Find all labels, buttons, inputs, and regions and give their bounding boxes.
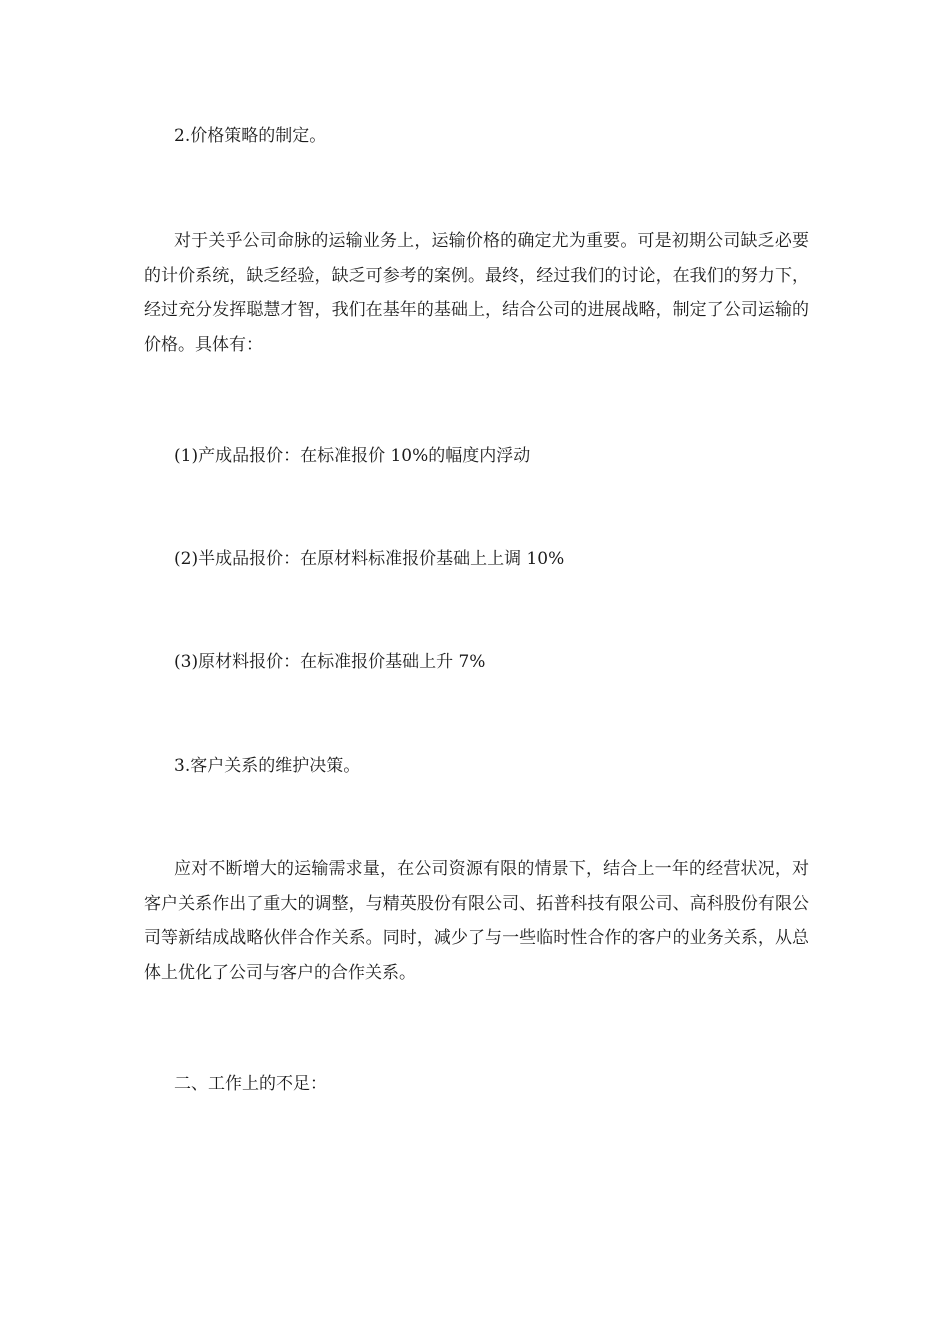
price-item-finished-goods: (1)产成品报价：在标准报价 10%的幅度内浮动 [174, 446, 531, 466]
pricing-paragraph: 对于关乎公司命脉的运输业务上，运输价格的确定尤为重要。可是初期公司缺乏必要的计价系统，缺乏经验，缺乏可参考的案例。最终，经过我们的讨论，在我们的努力下，经过充分发挥聪慧才智，我们在基年的基础上，结合公司的进展战略，制定了公司运输的价格。具体有： [144, 231, 809, 355]
section-heading-shortcomings: 二、工作上的不足： [174, 1074, 327, 1094]
section-heading-pricing-strategy: 2.价格策略的制定。 [174, 126, 327, 146]
section-heading-customer-relations: 3.客户关系的维护决策。 [174, 756, 361, 776]
price-item-semi-finished-goods: (2)半成品报价：在原材料标准报价基础上上调 10% [174, 549, 565, 569]
customer-relations-paragraph: 应对不断增大的运输需求量，在公司资源有限的情景下，结合上一年的经营状况，对客户关系作出了重大的调整，与精英股份有限公司、拓普科技有限公司、高科股份有限公司等新结成战略伙伴合作关系。同时，减少了与一些临时性合作的客户的业务关系，从总体上优化了公司与客户的合作关系。 [144, 859, 809, 983]
price-item-raw-materials: (3)原材料报价：在标准报价基础上升 7% [174, 652, 486, 672]
